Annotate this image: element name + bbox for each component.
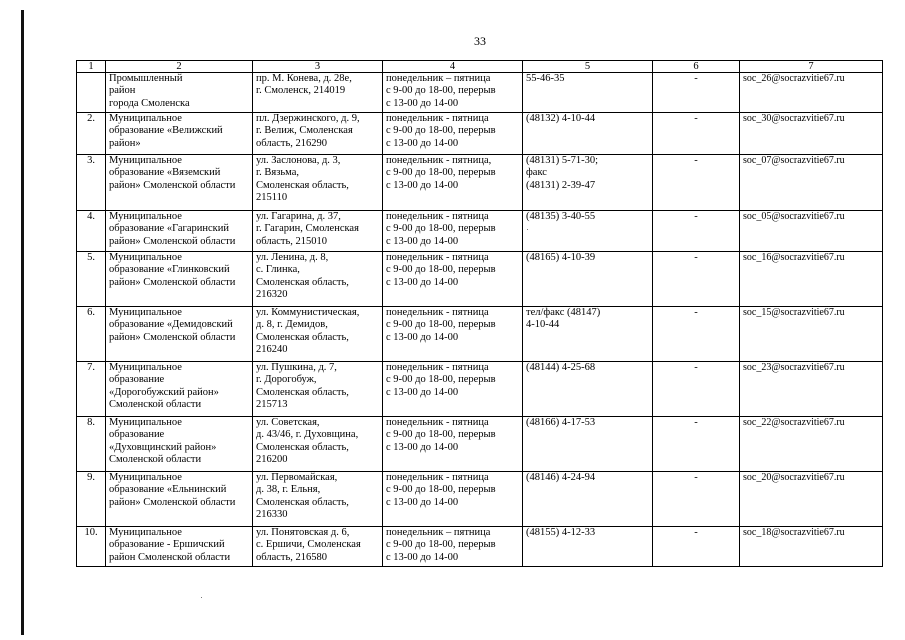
address-line: с. Ершичи, Смоленская — [256, 539, 361, 551]
work-schedule-line: с 13-00 до 14-00 — [386, 441, 459, 453]
left-margin-line — [21, 10, 24, 635]
organization-name-line: Муниципальное — [109, 155, 182, 166]
organization-name-line: Муниципальное — [109, 252, 182, 263]
work-schedule-line: с 9-00 до 18-00, перерыв — [386, 484, 496, 496]
phone-line: 4-10-44 — [526, 319, 560, 331]
address-line: Смоленская область, — [256, 179, 349, 191]
work-schedule — [383, 252, 523, 307]
row-number: 6. — [77, 307, 106, 362]
header-cell: 1 — [77, 61, 106, 73]
row-number — [77, 73, 106, 113]
table-body — [77, 61, 883, 567]
work-schedule — [383, 73, 523, 113]
phone-line: (48144) 4-25-68 — [526, 362, 596, 373]
organization-name-line: образование — [109, 374, 165, 386]
address-line: ул. Коммунистическая, — [256, 307, 360, 318]
address-line: 215110 — [256, 191, 288, 203]
column-6-value: - — [653, 417, 740, 472]
work-schedule-line: с 13-00 до 14-00 — [386, 331, 459, 343]
organization-name — [106, 155, 253, 211]
address — [253, 113, 383, 155]
organization-name-line: Промышленный — [109, 73, 183, 84]
address — [253, 527, 383, 567]
work-schedule-line: с 9-00 до 18-00, перерыв — [386, 167, 496, 179]
table-row — [77, 252, 883, 307]
work-schedule-line: понедельник - пятница — [386, 211, 489, 222]
work-schedule-line: с 13-00 до 14-00 — [386, 137, 459, 149]
organization-name-line: образование «Глинковский — [109, 264, 230, 276]
column-6-value: - — [653, 362, 740, 417]
work-schedule-line: с 13-00 до 14-00 — [386, 235, 459, 247]
address-line: область, 216580 — [256, 551, 328, 563]
phone-line: тел/факс (48147) — [526, 307, 601, 318]
header-cell: 7 — [740, 61, 883, 73]
address-line: д. 43/46, г. Духовщина, — [256, 429, 359, 441]
address-line: 216240 — [256, 343, 288, 355]
organization-name-line: образование «Велижский — [109, 125, 223, 137]
address-line: 216200 — [256, 453, 288, 465]
organization-name-line: образование - Ершичский — [109, 539, 225, 551]
work-schedule-line: с 9-00 до 18-00, перерыв — [386, 223, 496, 235]
work-schedule — [383, 472, 523, 527]
address-line: пл. Дзержинского, д. 9, — [256, 113, 360, 124]
phone — [523, 307, 653, 362]
work-schedule-line: с 9-00 до 18-00, перерыв — [386, 85, 496, 97]
phone-line: (48155) 4-12-33 — [526, 527, 596, 538]
organization-name — [106, 307, 253, 362]
phone-line: факс — [526, 167, 547, 179]
row-number: 7. — [77, 362, 106, 417]
page-number: 33 — [474, 34, 486, 48]
organization-name-line: район — [109, 85, 136, 97]
address-line: область, 216290 — [256, 137, 328, 149]
address — [253, 307, 383, 362]
organization-name — [106, 113, 253, 155]
phone — [523, 417, 653, 472]
organization-name-line: образование — [109, 429, 165, 441]
row-number: 5. — [77, 252, 106, 307]
organization-name-line: Смоленской области — [109, 453, 202, 465]
organization-name-line: Муниципальное — [109, 472, 182, 483]
work-schedule-line: понедельник – пятница — [386, 73, 491, 84]
address-line: ул. Советская, — [256, 417, 320, 428]
table-row — [77, 73, 883, 113]
column-6-value: - — [653, 307, 740, 362]
address-line: Смоленская область, — [256, 441, 349, 453]
work-schedule-line: с 13-00 до 14-00 — [386, 276, 459, 288]
address-line: ул. Заслонова, д. 3, — [256, 155, 341, 166]
column-6-value: - — [653, 73, 740, 113]
work-schedule-line: понедельник - пятница, — [386, 155, 492, 166]
phone — [523, 113, 653, 155]
address-line: ул. Пушкина, д. 7, — [256, 362, 337, 373]
organization-name-line: Муниципальное — [109, 527, 182, 538]
organization-name-line: Смоленской области — [109, 398, 202, 410]
header-cell: 2 — [106, 61, 253, 73]
organization-name — [106, 211, 253, 252]
organization-name-line: район Смоленской области — [109, 551, 231, 563]
address — [253, 417, 383, 472]
work-schedule-line: с 9-00 до 18-00, перерыв — [386, 539, 496, 551]
phone-line: (48131) 5-71-30; — [526, 155, 599, 166]
address — [253, 362, 383, 417]
email-address: soc_05@socrazvitie67.ru — [740, 211, 883, 252]
address-line: Смоленская область, — [256, 496, 349, 508]
phone — [523, 472, 653, 527]
email-address: soc_23@socrazvitie67.ru — [740, 362, 883, 417]
column-6-value: - — [653, 472, 740, 527]
organization-name — [106, 252, 253, 307]
work-schedule — [383, 155, 523, 211]
column-6-value: - — [653, 113, 740, 155]
work-schedule-line: с 13-00 до 14-00 — [386, 496, 459, 508]
organization-name-line: «Духовщинский район» — [109, 441, 217, 453]
email-address: soc_07@socrazvitie67.ru — [740, 155, 883, 211]
organization-name — [106, 362, 253, 417]
table-row — [77, 362, 883, 417]
organization-name-line: Муниципальное — [109, 307, 182, 318]
phone-line: (48165) 4-10-39 — [526, 252, 596, 263]
email-address: soc_22@socrazvitie67.ru — [740, 417, 883, 472]
work-schedule — [383, 362, 523, 417]
organization-name-line: район» Смоленской области — [109, 496, 236, 508]
phone-line: (48166) 4-17-53 — [526, 417, 596, 428]
address-line: Смоленская область, — [256, 331, 349, 343]
table-row — [77, 113, 883, 155]
work-schedule-line: понедельник - пятница — [386, 362, 489, 373]
address — [253, 252, 383, 307]
work-schedule-line: понедельник - пятница — [386, 472, 489, 483]
row-number: 3. — [77, 155, 106, 211]
address-line: ул. Гагарина, д. 37, — [256, 211, 341, 222]
phone — [523, 252, 653, 307]
work-schedule-line: понедельник - пятница — [386, 113, 489, 124]
organization-name-line: образование «Ельнинский — [109, 484, 227, 496]
header-cell: 4 — [383, 61, 523, 73]
phone-line: (48135) 3-40-55 — [526, 211, 596, 222]
address-line: г. Велиж, Смоленская — [256, 125, 353, 137]
organization-name — [106, 527, 253, 567]
services-table — [76, 60, 883, 567]
work-schedule-line: с 9-00 до 18-00, перерыв — [386, 429, 496, 441]
address — [253, 155, 383, 211]
address-line: д. 8, г. Демидов, — [256, 319, 328, 331]
organization-name-line: район» Смоленской области — [109, 276, 236, 288]
row-number: 8. — [77, 417, 106, 472]
address-line: д. 38, г. Ельня, — [256, 484, 321, 496]
organization-name — [106, 417, 253, 472]
table-header-row — [77, 61, 883, 73]
organization-name-line: Муниципальное — [109, 113, 182, 124]
address-line: 215713 — [256, 398, 288, 410]
phone — [523, 155, 653, 211]
column-6-value: - — [653, 155, 740, 211]
work-schedule — [383, 527, 523, 567]
work-schedule-line: с 9-00 до 18-00, перерыв — [386, 264, 496, 276]
address-line: ул. Ленина, д. 8, — [256, 252, 329, 263]
table-row — [77, 527, 883, 567]
phone — [523, 73, 653, 113]
organization-name-line: образование «Вяземский — [109, 167, 221, 179]
organization-name-line: города Смоленска — [109, 97, 190, 109]
scan-speck — [527, 229, 528, 230]
address-line: г. Вязьма, — [256, 167, 299, 179]
organization-name — [106, 472, 253, 527]
address-line: Смоленская область, — [256, 276, 349, 288]
address-line: ул. Понятовская д. 6, — [256, 527, 350, 538]
table-row — [77, 417, 883, 472]
header-cell: 6 — [653, 61, 740, 73]
work-schedule-line: понедельник - пятница — [386, 252, 489, 263]
address — [253, 472, 383, 527]
email-address: soc_30@socrazvitie67.ru — [740, 113, 883, 155]
work-schedule-line: с 13-00 до 14-00 — [386, 97, 459, 109]
address-line: г. Дорогобуж, — [256, 374, 317, 386]
work-schedule-line: с 13-00 до 14-00 — [386, 551, 459, 563]
table-row — [77, 472, 883, 527]
work-schedule-line: понедельник - пятница — [386, 307, 489, 318]
address-line: 216330 — [256, 508, 288, 520]
email-address: soc_18@socrazvitie67.ru — [740, 527, 883, 567]
organization-name-line: Муниципальное — [109, 211, 182, 222]
organization-name-line: Муниципальное — [109, 362, 182, 373]
address-line: область, 215010 — [256, 235, 328, 247]
row-number: 10. — [77, 527, 106, 567]
work-schedule — [383, 113, 523, 155]
organization-name-line: «Дорогобужский район» — [109, 386, 219, 398]
phone — [523, 211, 653, 252]
organization-name-line: образование «Гагаринский — [109, 223, 230, 235]
organization-name-line: район» — [109, 137, 141, 149]
work-schedule — [383, 307, 523, 362]
work-schedule-line: понедельник - пятница — [386, 417, 489, 428]
organization-name-line: образование «Демидовский — [109, 319, 233, 331]
phone-line: 55-46-35 — [526, 73, 565, 84]
table-row — [77, 155, 883, 211]
work-schedule-line: с 9-00 до 18-00, перерыв — [386, 374, 496, 386]
organization-name-line: район» Смоленской области — [109, 331, 236, 343]
address-line: г. Гагарин, Смоленская — [256, 223, 359, 235]
address-line: г. Смоленск, 214019 — [256, 85, 346, 97]
address — [253, 211, 383, 252]
phone-line: (48131) 2-39-47 — [526, 179, 596, 191]
header-cell: 3 — [253, 61, 383, 73]
scan-speck — [201, 597, 202, 598]
row-number: 9. — [77, 472, 106, 527]
organization-name-line: район» Смоленской области — [109, 235, 236, 247]
phone — [523, 362, 653, 417]
column-6-value: - — [653, 252, 740, 307]
work-schedule-line: с 9-00 до 18-00, перерыв — [386, 319, 496, 331]
address-line: с. Глинка, — [256, 264, 300, 276]
email-address: soc_15@socrazvitie67.ru — [740, 307, 883, 362]
row-number: 4. — [77, 211, 106, 252]
header-cell: 5 — [523, 61, 653, 73]
work-schedule-line: понедельник – пятница — [386, 527, 491, 538]
row-number: 2. — [77, 113, 106, 155]
phone — [523, 527, 653, 567]
organization-name-line: район» Смоленской области — [109, 179, 236, 191]
column-6-value: - — [653, 527, 740, 567]
organization-name — [106, 73, 253, 113]
work-schedule — [383, 417, 523, 472]
phone-line: (48146) 4-24-94 — [526, 472, 596, 483]
work-schedule-line: с 13-00 до 14-00 — [386, 386, 459, 398]
organization-name-line: Муниципальное — [109, 417, 182, 428]
address — [253, 73, 383, 113]
email-address: soc_26@socrazvitie67.ru — [740, 73, 883, 113]
address-line: пр. М. Конева, д. 28е, — [256, 73, 352, 84]
work-schedule — [383, 211, 523, 252]
address-line: ул. Первомайская, — [256, 472, 338, 483]
address-line: 216320 — [256, 288, 288, 300]
column-6-value: - — [653, 211, 740, 252]
work-schedule-line: с 9-00 до 18-00, перерыв — [386, 125, 496, 137]
table-row — [77, 307, 883, 362]
email-address: soc_20@socrazvitie67.ru — [740, 472, 883, 527]
table-row — [77, 211, 883, 252]
email-address: soc_16@socrazvitie67.ru — [740, 252, 883, 307]
work-schedule-line: с 13-00 до 14-00 — [386, 179, 459, 191]
address-line: Смоленская область, — [256, 386, 349, 398]
phone-line: (48132) 4-10-44 — [526, 113, 596, 124]
